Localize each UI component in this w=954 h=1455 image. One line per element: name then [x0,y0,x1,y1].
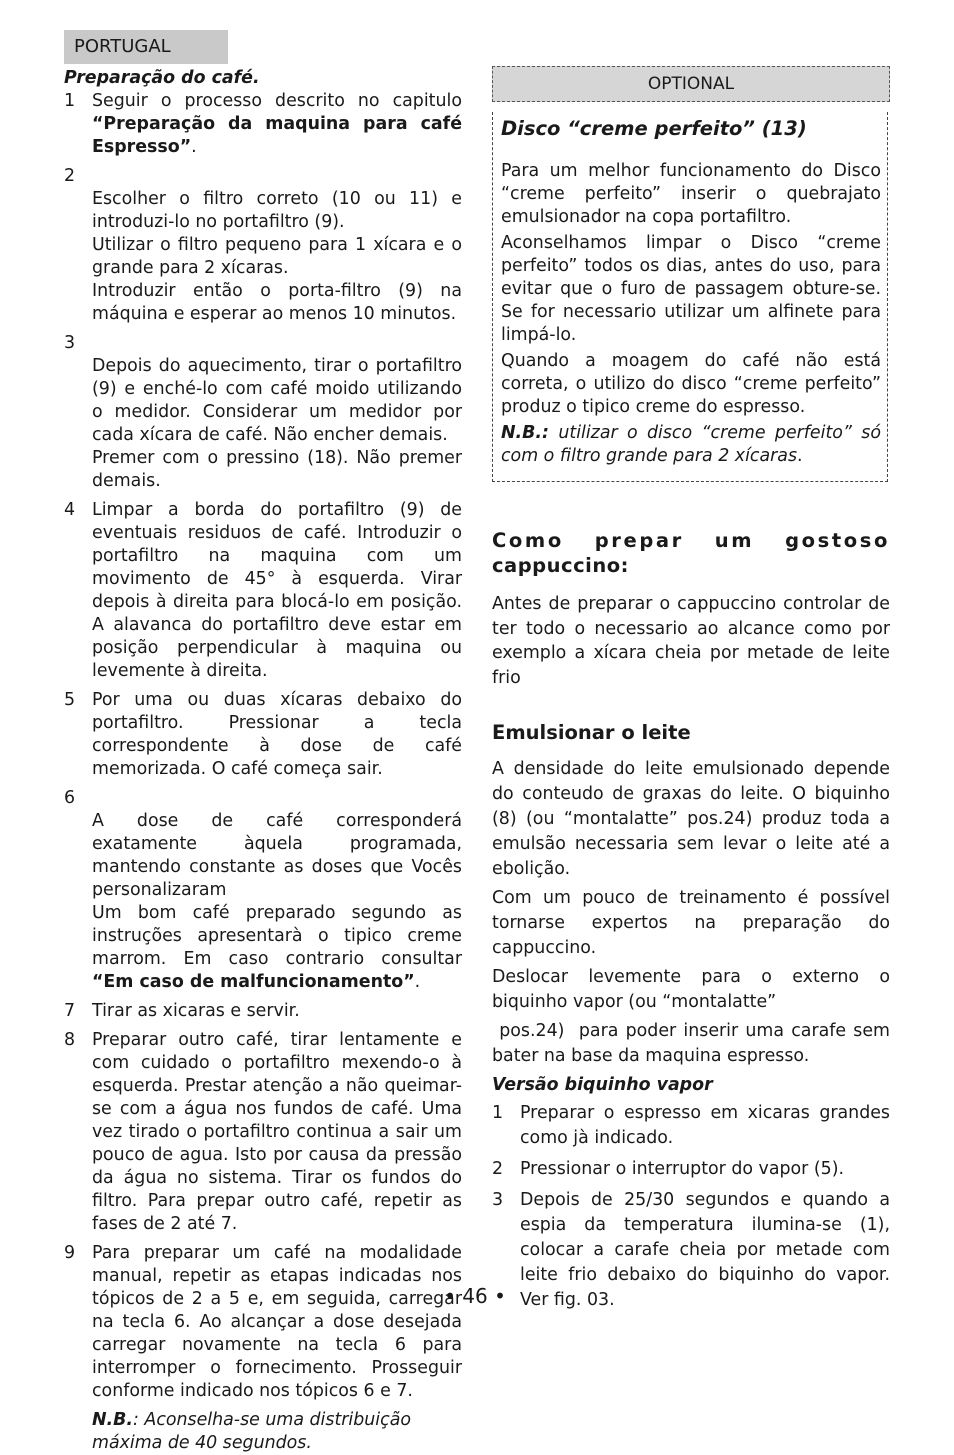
step-text: Para preparar um café na modalidade manual, repetir as etapas indicadas nos tópicos de 2 a 5 e, em seguida, carregar na tecla 6. Ao alcançar a dose desejada carregar novamente na tecla 6 para interromper o fornecimento. Prosseguir conforme indicado nos tópicos 6 e 7. [92,1243,462,1401]
version-step-2 [492,1157,890,1182]
step-number: 4 [64,500,76,520]
emulsion-paragraph: Deslocar levemente para o externo o biquinho vapor (ou “montalatte” [492,967,890,1012]
coffee-prep-heading: Preparação do café. [64,68,260,88]
right-column [492,66,896,1319]
nb-text: : Aconselha-se uma distribuição máxima de 40 segundos. [92,1410,412,1453]
step-text: Limpar a borda do portafiltro (9) de eventuais residuos de café. Introduzir o portafiltro na maquina com um movimento de 45° à esquerda. Virar depois à direita para blocá-lo em posição. A alavanca do portafiltro deve estar em posição perpendicular à maquina ou levemente à direita. [92,500,462,681]
cappuccino-heading: Como prepar um gostoso [492,529,890,552]
step-text: Seguir o processo descrito no capitulo [92,91,462,111]
step-number: 9 [64,1243,76,1263]
box-nb-end: . [797,446,803,466]
nb-label: N.B. [92,1410,134,1430]
creme-perfeito-title: Disco “creme perfeito” (13) [501,117,807,140]
step-4 [64,499,462,683]
nb-note [64,1409,462,1455]
step-number: 3 [492,1190,504,1210]
step-6 [64,787,462,994]
version-steps [492,1101,890,1313]
emulsion-paragraph: pos.24) para poder inserir uma carafe sem bater na base da maquina espresso. [492,1021,896,1066]
step-number: 2 [64,166,76,186]
step-text: Preparar outro café, tirar lentamente e com cuidado o portafiltro mexendo-o à esquerda. Prestar atenção a não queimar-se com a água nos fundos de café. Uma vez tirado o portafiltro continua a sair um pouco de agua. Isto por causa da pressão da água no sistema. Tirar os fundos do filtro. Para prepar outro café, repetir as fases de 2 até 7. [92,1030,462,1234]
step-text: Escolher o filtro correto (10 ou 11) e introduzi-lo no portafiltro (9). Utilizar o filtro pequeno para 1 xícara e o grande para 2 xícaras. Introduzir então o porta-filtro (9) na máquina e esperar ao menos 10 minutos. [92,189,462,324]
step-number: 6 [64,788,76,808]
box-paragraph: Quando a moagem do café não está correta, o utilizo do disco “creme perfeito” produz o tipico creme do espresso. [501,351,881,417]
left-column [64,66,462,1455]
version-heading: Versão biquinho vapor [492,1075,713,1095]
step-text: Pressionar o interruptor do vapor (5). [520,1159,845,1179]
step-text: Tirar as xicaras e servir. [92,1001,300,1021]
step-3 [64,332,462,493]
step-text-end: . [191,137,197,157]
page-number: • 46 • [444,1284,506,1308]
step-number: 1 [492,1103,504,1123]
step-text-end: . [414,972,421,992]
box-nb-text: utilizar o disco “creme perfeito” só com o filtro grande para 2 xícaras [501,423,881,466]
box-paragraph: Aconselhamos limpar o Disco “creme perfeito” todos os dias, antes do uso, para evitar que o furo de passagem obture-se. Se for necessario utilizar um alfinete para limpá-lo. [501,233,881,345]
emulsion-paragraph: Com um pouco de treinamento é possível tornarse expertos na preparação do cappuccino. [492,888,890,958]
step-number: 2 [492,1159,504,1179]
step-8 [64,1029,462,1236]
step-reference: “Preparação da maquina para café Espresso” [92,114,462,157]
step-reference: “Em caso de malfuncionamento” [92,972,415,992]
step-number: 7 [64,1001,76,1021]
box-nb-label: N.B.: [501,423,549,443]
step-text: Preparar o espresso em xicaras grandes como jà indicado. [520,1103,890,1148]
step-7 [64,1000,462,1023]
language-tab: PORTUGAL [64,30,228,64]
step-text: Depois de 25/30 segundos e quando a espia da temperatura ilumina-se (1), colocar a carafe cheia por metade com leite frio debaixo do biquinho do vapor. Ver fig. 03. [520,1190,890,1310]
step-text: Por uma ou duas xícaras debaixo do portafiltro. Pressionar a tecla correspondente à dose de café memorizada. O café começa sair. [92,690,462,779]
step-text: A dose de café corresponderá exatamente àquela programada, mantendo constante as doses que Vocês personalizaram Um bom café preparado segundo as instruções apresentarà o tipico creme marrom. Em caso contrario consultar [92,811,462,969]
box-nb [501,422,881,468]
step-number: 3 [64,333,76,353]
step-text: Depois do aquecimento, tirar o portafiltro (9) e enché-lo com café moido utilizando o medidor. Considerar um medidor por cada xícara de café. Não encher demais. Premer com o pressino (18). Não premer demais. [92,356,462,491]
optional-banner: OPTIONAL [492,66,890,102]
step-1 [64,90,462,159]
version-step-3 [492,1188,890,1313]
step-5 [64,689,462,781]
version-step-1 [492,1101,890,1151]
cappuccino-heading-cont: cappuccino: [492,554,629,577]
step-number: 8 [64,1030,76,1050]
step-number: 1 [64,91,76,111]
step-number: 5 [64,690,76,710]
box-paragraph: Para um melhor funcionamento do Disco “creme perfeito” inserir o quebrajato emulsionador na copa portafiltro. [501,161,881,227]
coffee-prep-steps [64,90,462,1403]
cappuccino-text: Antes de preparar o cappuccino controlar de ter todo o necessario ao alcance como por exemplo a xícara cheia por metade de leite frio [492,594,890,688]
creme-perfeito-box [492,112,888,482]
step-9 [64,1242,462,1403]
emulsion-paragraph: A densidade do leite emulsionado depende do conteudo de graxas do leite. O biquinho (8) (ou “montalatte” pos.24) produz toda a emulsão necessaria sem levar o leite até a ebolição. [492,759,890,879]
step-2 [64,165,462,326]
emulsion-heading: Emulsionar o leite [492,721,691,744]
